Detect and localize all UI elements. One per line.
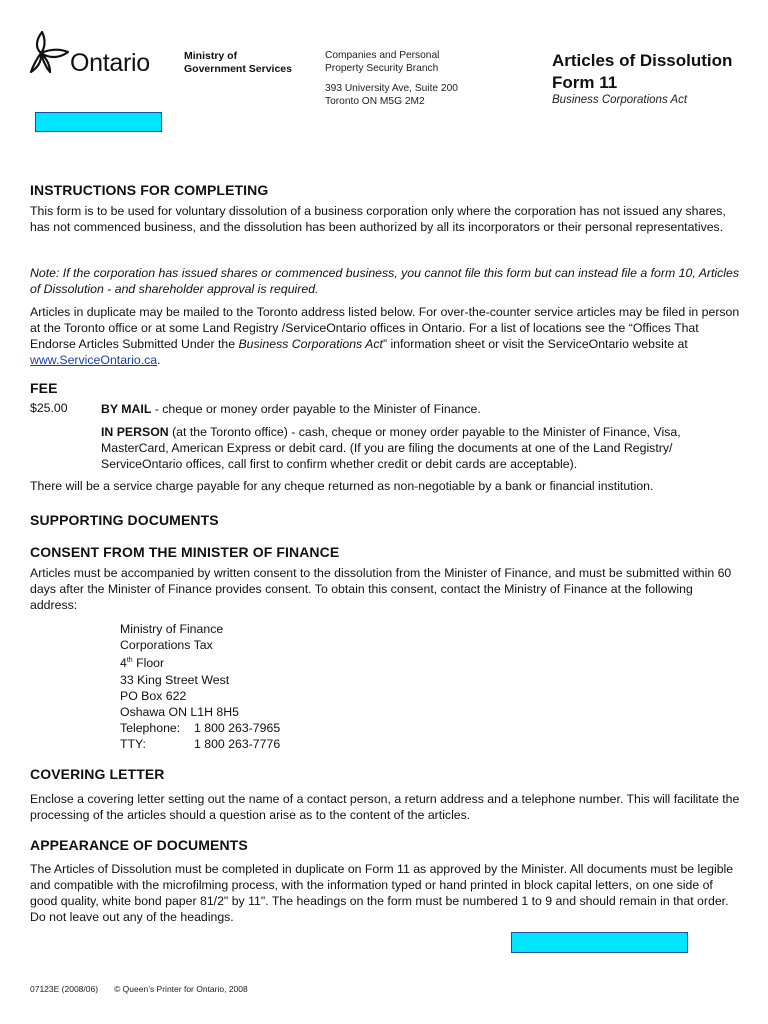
branch-line-2: Property Security Branch [325,62,439,74]
form-title-line-1: Articles of Dissolution [552,51,733,70]
covering-letter-paragraph: Enclose a covering letter setting out the name of a contact person, a return address and a telephone number. This will facilitate the processing of the articles should a question arise as to the content of the articles. [30,792,740,822]
fee-in-person [101,424,741,472]
branch-line-1: Companies and Personal [325,50,440,61]
ministry-name [184,50,292,76]
consent-paragraph: Articles must be accompanied by written consent to the dissolution from the Minister of Finance, and must be submitted within 60 days after the Minister of Finance provides consent. To obtain this consent, contact the Ministry of Finance at the following address: [30,566,732,612]
fee-amount: $25.00 [30,401,68,415]
footer [30,984,248,994]
floor-number: 4 [120,656,127,671]
address-line-2: Corporations Tax [120,638,213,653]
appearance-heading: APPEARANCE OF DOCUMENTS [30,837,248,853]
form-title-line-2: Form 11 [552,73,618,92]
form-code: 07123E (2008/06) [30,984,99,994]
floor-suffix: th [126,657,133,665]
filing-text-end: . [157,353,161,367]
by-mail-label: BY MAIL [101,402,152,416]
ministry-line-1: Ministry of [184,50,238,62]
ministry-finance-address [120,621,280,753]
serviceontario-link[interactable]: www.ServiceOntario.ca [30,353,158,367]
instructions-note: Note: If the corporation has issued shares or commenced business, you cannot file this form but can instead file a form 10, Articles of Dissolution - and shareholder approval is required. [30,266,740,296]
form-title [552,50,732,94]
branch-info [325,50,458,108]
tty-number: 1 800 263-7776 [194,737,281,752]
address-line-1: Ministry of Finance [120,622,224,636]
instructions-paragraph: This form is to be used for voluntary dissolution of a business corporation only where the corporation has not issued any shares, has not commenced business, and the dissolution has been authorized by all its incorporators or their personal representatives. [30,204,726,234]
supporting-documents-heading: SUPPORTING DOCUMENTS [30,512,219,528]
filing-act-name: Business Corporations Act [238,337,383,351]
address-floor [120,653,280,671]
fee-by-mail [101,401,741,417]
ontario-logo [28,28,163,80]
covering-letter-heading: COVERING LETTER [30,766,165,782]
appearance-paragraph: The Articles of Dissolution must be completed in duplicate on Form 11 as approved by the Minister. All documents must be legible and compatible with the microfilming process, with the information typed or hand printed in block capital letters, on one side of good quality, white bond paper 81/2" by 11". The headings on the form must be numbered 1 to 9 and should remain in that order. Do not leave out any of the headings. [30,862,734,924]
ontario-trillium-icon [28,28,72,80]
form-act: Business Corporations Act [552,94,688,106]
filing-text-a: Articles in duplicate may be mailed to the Toronto address listed below. For over-the-counter service articles may be filed in person at the Toronto office or at some Land Registry /ServiceOntario offices in Ontario. For a list of locations see the “Offices That Endorse Articles Submitted Under the [30,305,740,351]
service-charge-note: There will be a service charge payable for any cheque returned as non-negotiable by a bank or financial institution. [30,479,654,493]
address-line-4: 33 King Street West [120,672,230,687]
filing-paragraph [30,304,742,368]
in-person-label: IN PERSON [101,425,169,439]
bottom-form-field[interactable] [511,932,688,953]
top-form-field[interactable] [35,112,162,132]
by-mail-text: - cheque or money order payable to the Minister of Finance. [151,402,481,416]
tty-row [120,736,280,752]
address-line-5: PO Box 622 [120,688,187,703]
instructions-heading: INSTRUCTIONS FOR COMPLETING [30,182,269,198]
telephone-number: 1 800 263-7965 [194,721,281,736]
consent-heading: CONSENT FROM THE MINISTER OF FINANCE [30,544,340,560]
ontario-logo-text: Ontario [70,49,150,77]
filing-text-b: ” information sheet or visit the ServiceOntario website at [382,337,688,351]
in-person-text: (at the Toronto office) - cash, cheque or money order payable to the Minister of Finance, Visa, MasterCard, American Express or debit card. (If you are filing the documents at one of the Land Registry/ ServiceOntario offices, call first to confirm whether credit or debit cards are acceptable). [101,425,681,471]
telephone-label: Telephone: [120,721,181,736]
telephone-row [120,720,280,736]
fee-heading: FEE [30,380,58,396]
floor-word: Floor [132,656,165,671]
branch-address-line-2: Toronto ON M5G 2M2 [325,95,425,107]
tty-label: TTY: [120,737,146,752]
branch-address-line-1: 393 University Ave, Suite 200 [325,83,458,94]
address-line-6: Oshawa ON L1H 8H5 [120,705,239,720]
copyright: © Queen’s Printer for Ontario, 2008 [114,984,248,994]
ministry-line-2: Government Services [184,63,292,75]
